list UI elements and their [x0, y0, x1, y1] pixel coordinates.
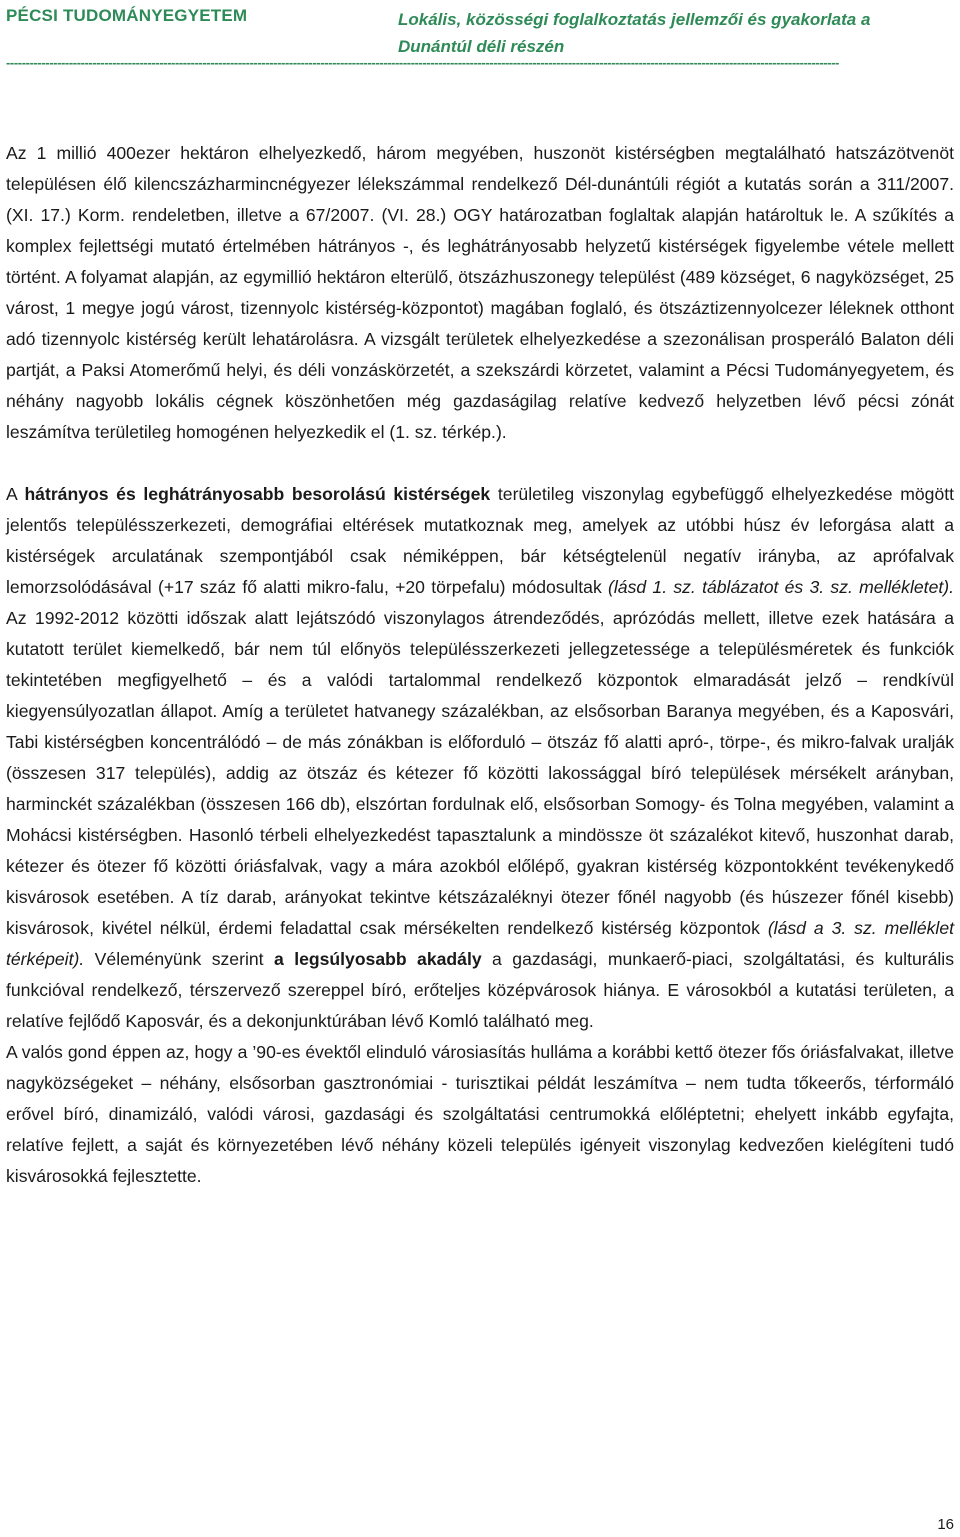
text-run: A [6, 484, 25, 504]
document-title: Lokális, közösségi foglalkoztatás jellemzői és gyakorlata a Dunántúl déli részén [398, 10, 871, 56]
text-run: területileg viszonylag egybefüggő elhelyezkedése mögött jelentős településszerkezeti, demográfiai eltérések mutatkoznak meg, amelyek az utóbbi húsz év leforgása alatt a kistérségek arculatának szempontjából csak némiképpen, bár kétségtelenül negatív irányba, az aprófalvak lemorzsolódásával (+17 száz fő alatti mikro-falu, +20 törpefalu) módosultak [6, 484, 955, 597]
page-number: 16 [937, 1516, 954, 1533]
text-run: Véleményünk szerint [84, 949, 274, 969]
italic-reference-table: (lásd 1. sz. táblázatot és 3. sz. mellékletet). [608, 577, 954, 597]
text-run: Az 1992-2012 közötti időszak alatt lejátszódó viszonylagos átrendeződés, aprózódás mellett, illetve ezek hatására a kutatott terület kiemelkedő, bár nem túl előnyös településszerkezeti jellegzetessége a településméretek és funkciók tekintetében megfigyelhető – és a valódi tartalommal rendelkező központok elmaradását jelző – rendkívül kiegyensúlyozatlan állapot. Amíg a területet hatvanegy százalékban, az elsősorban Baranya megyében, és a Kaposvári, Tabi kistérségben koncentrálódó – de más zónákban is előforduló – ötszáz fő alatti apró-, törpe-, és mikro-falvak uralják (összesen 317 település), addig az ötszáz és kétezer fő közötti lakossággal bíró települések mérsékelt arányban, harminckét százalékban (összesen 166 db), elszórtan fordulnak elő, elsősorban Somogy- és Tolna megyében, valamint a Mohácsi kistérségben. Hasonló térbeli elhelyezkedést tapasztalunk a mindössze öt százalékot kitevő, huszonhat darab, kétezer és ötezer fő közötti óriásfalvak, vagy a mára azokból előlépő, gyakran kistérség központokként tevékenykedő kisvárosok esetében. A tíz darab, arányokat tekintve kétszázaléknyi ötezer főnél nagyobb (és húszezer főnél kisebb) kisvárosok, kivétel nélkül, érdemi feladattal csak mérsékelten rendelkező kistérség központok [6, 608, 954, 938]
paragraph-settlement-structure [6, 479, 954, 1037]
text-run: a gazdasági, munkaerő-piaci, szolgáltatási, és kulturális funkcióval rendelkező, térszervező szereppel bíró, erőteljes középvárosok hiánya. E városokból a kutatási területen, a relatíve fejlődő Kaposvár, és a dekonjunktúrában lévő Komló található meg. [6, 949, 954, 1031]
institution-name: PÉCSI TUDOMÁNYEGYETEM [6, 6, 248, 25]
bold-phrase-main-obstacle: a legsúlyosabb akadály [273, 949, 482, 969]
bold-phrase-disadvantaged-subregions: hátrányos és leghátrányosabb besorolású kistérségek [24, 484, 491, 504]
header-divider: -------------------------------------------------------------------------------------------------------------------------------------------------------------------------------------------------------------------- [6, 56, 839, 70]
paragraph-urbanization: A valós gond éppen az, hogy a ’90-es évektől elinduló városiasítás hulláma a korábbi kettő ötezer fős óriásfalvakat, illetve nagyközségeket – néhány, elsősorban gasztronómiai - turisztikai példát leszámítva – nem tudta tőkeerős, térformáló erővel bíró, dinamizáló, valódi városi, gazdasági és szolgáltatási centrumokká előléptetni; ehelyett inkább egyfajta, relatíve fejlett, a saját és környezetében lévő néhány közeli település igényeit viszonylag kedvezően kielégíteni tudó kisvárosokká fejlesztette. [6, 1042, 954, 1186]
page-header [6, 4, 956, 70]
body-text [6, 138, 954, 1192]
paragraph-region-definition: Az 1 millió 400ezer hektáron elhelyezkedő, három megyében, huszonöt kistérségben megtalálható hatszázötvenöt településen élő kilencszázharmincnégyezer lélekszámmal rendelkező Dél-dunántúli régiót a kutatás során a 311/2007. (XI. 17.) Korm. rendeletben, illetve a 67/2007. (VI. 28.) OGY határozatban foglaltak alapján határoltuk le. A szűkítés a komplex fejlettségi mutató értelmében hátrányos -, és leghátrányosabb helyzetű kistérségek figyelembe vétele mellett történt. A folyamat alapján, az egymillió hektáron elterülő, ötszázhuszonegy települést (489 községet, 6 nagyközséget, 25 várost, 1 megye jogú várost, tizennyolc kistérség-központot) magában foglaló, és ötszáztizennyolcezer léleknek otthont adó tizennyolc kistérség került lehatárolásra. A vizsgált területek elhelyezkedése a szezonálisan prosperáló Balaton déli partját, a Paksi Atomerőmű helyi, és déli vonzáskörzetét, a szekszárdi körzetet, valamint a Pécsi Tudományegyetem, és néhány nagyobb lokális cégnek köszönhetően még gazdaságilag relatíve kedvező helyzetben lévő pécsi zónát leszámítva területileg homogénen helyezkedik el (1. sz. térkép.). [6, 143, 954, 442]
italic-reference-maps: (lásd a 3. sz. melléklet térképeit). [6, 918, 954, 969]
